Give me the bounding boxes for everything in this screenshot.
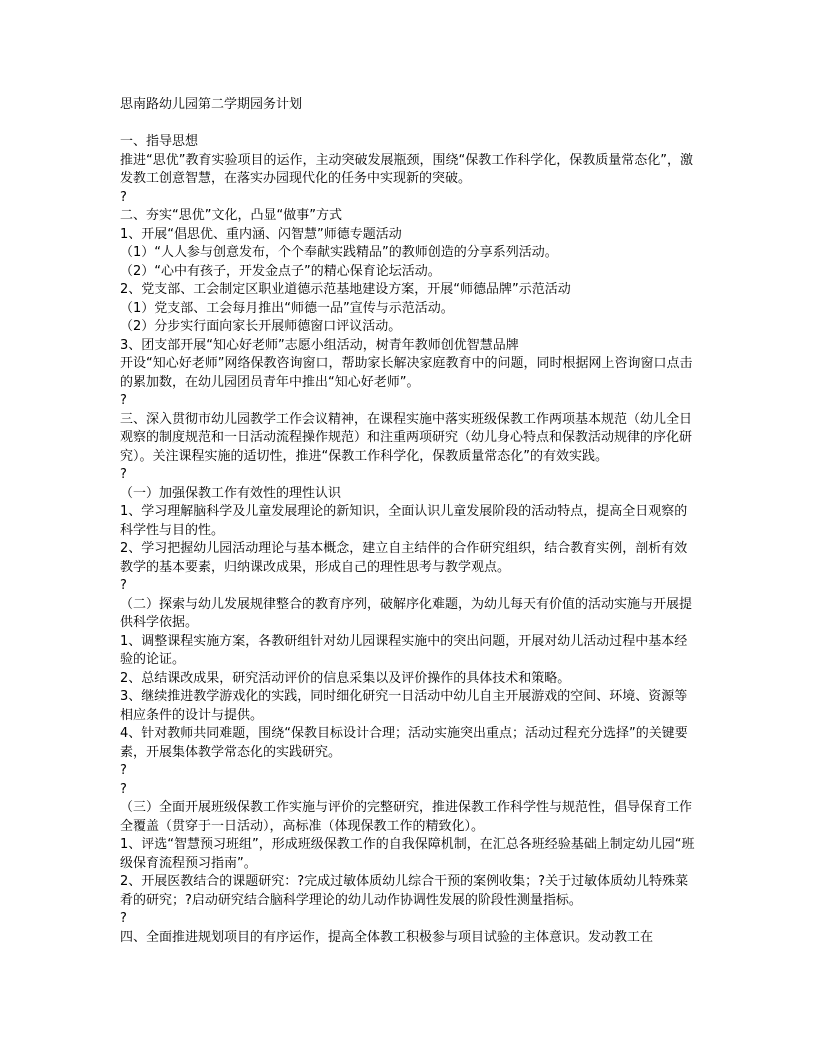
paragraph: 1、调整课程实施方案，各教研组针对幼儿园课程实施中的突出问题，开展对幼儿活动过程中基本经验的论证。: [120, 633, 688, 667]
document-title: 思南路幼儿园第二学期园务计划: [120, 97, 303, 112]
paragraph: （一）加强保教工作有效性的理性认识: [120, 485, 342, 501]
paragraph: ?: [120, 763, 127, 778]
paragraph: 2、党支部、工会制定区职业道德示范基地建设方案，开展“师德品牌”示范活动: [120, 282, 571, 297]
paragraph: （2）分步实行面向家长开展师德窗口评议活动。: [120, 319, 402, 334]
paragraph: 4、针对教师共同难题，围绕“保教目标设计合理；活动实施突出重点；活动过程充分选择”的关键要素，开展集体教学常态化的实践研究。: [120, 726, 688, 760]
paragraph: ?: [120, 911, 127, 926]
paragraph: 1、学习理解脑科学及儿童发展理论的新知识，全面认识儿童发展阶段的活动特点，提高全日观察的科学性与目的性。: [120, 504, 688, 538]
paragraph: 1、评选“智慧预习班组”，形成班级保教工作的自我保障机制，在汇总各班经验基础上制定幼儿园“班级保育流程预习指南”。: [120, 837, 695, 871]
paragraph: （三）全面开展班级保教工作实施与评价的完整研究，推进保教工作科学性与规范性，倡导保育工作全覆盖（贯穿于一日活动），高标准（体现保教工作的精致化）。: [120, 800, 693, 834]
paragraph: 2、学习把握幼儿园活动理论与基本概念，建立自主结伴的合作研究组织，结合教育实例，剖析有效教学的基本要素，归纳课改成果，形成自己的理性思考与教学观点。: [120, 541, 688, 575]
paragraph: 1、开展“倡思优、重内涵、闪智慧”师德专题活动: [120, 226, 402, 242]
paragraph: （1）党支部、工会每月推出“师德一品”宣传与示范活动。: [120, 300, 454, 316]
paragraph: 推进“思优”教育实验项目的运作，主动突破发展瓶颈，围绕“保教工作科学化，保教质量常态化”，激发教工创意智慧，在落实办园现代化的任务中实现新的突破。: [120, 152, 693, 186]
paragraph: 二、夯实“思优”文化，凸显“做事”方式: [120, 208, 342, 223]
paragraph: 2、总结课改成果，研究活动评价的信息采集以及评价操作的具体技术和策略。: [120, 670, 571, 686]
paragraph: ?: [120, 393, 127, 408]
paragraph: ?: [120, 781, 127, 797]
paragraph: （1）“人人参与创意发布，个个奉献实践精品”的教师创造的分享系列活动。: [120, 245, 558, 260]
paragraph: ?: [120, 578, 127, 593]
paragraph: 三、深入贯彻市幼儿园教学工作会议精神，在课程实施中落实班级保教工作两项基本规范（幼儿全日观察的制度规范和一日活动流程操作规范）和注重两项研究（幼儿身心特点和保教活动规律的序化研究）。关注课程实施的适切性，推进“保教工作科学化，保教质量常态化”的有效实践。: [120, 411, 693, 464]
paragraph: 四、全面推进规划项目的有序运作，提高全体教工积极参与项目试验的主体意识。发动教工在: [120, 929, 654, 945]
document-body: [120, 96, 700, 947]
paragraph: ?: [120, 189, 127, 205]
paragraph: ?: [120, 467, 127, 482]
paragraph: （2）“心中有孩子，开发金点子”的精心保育论坛活动。: [120, 263, 441, 279]
paragraph: 3、团支部开展“知心好老师”志愿小组活动，树青年教师创优智慧品牌: [120, 337, 519, 353]
paragraph: （二）探索与幼儿发展规律整合的教育序列，破解序化难题，为幼儿每天有价值的活动实施与开展提供科学依据。: [120, 596, 693, 630]
paragraph: 3、继续推进教学游戏化的实践，同时细化研究一日活动中幼儿自主开展游戏的空间、环境、资源等相应条件的设计与提供。: [120, 689, 688, 723]
paragraph: 开设“知心好老师”网络保教咨询窗口，帮助家长解决家庭教育中的问题，同时根据网上咨询窗口点击的累加数，在幼儿园团员青年中推出“知心好老师”。: [120, 356, 693, 390]
paragraph: 2、开展医教结合的课题研究：?完成过敏体质幼儿综合干预的案例收集；?关于过敏体质幼儿特殊菜肴的研究；?启动研究结合脑科学理论的幼儿动作协调性发展的阶段性测量指标。: [120, 874, 689, 908]
paragraph: 一、指导思想: [120, 134, 199, 149]
